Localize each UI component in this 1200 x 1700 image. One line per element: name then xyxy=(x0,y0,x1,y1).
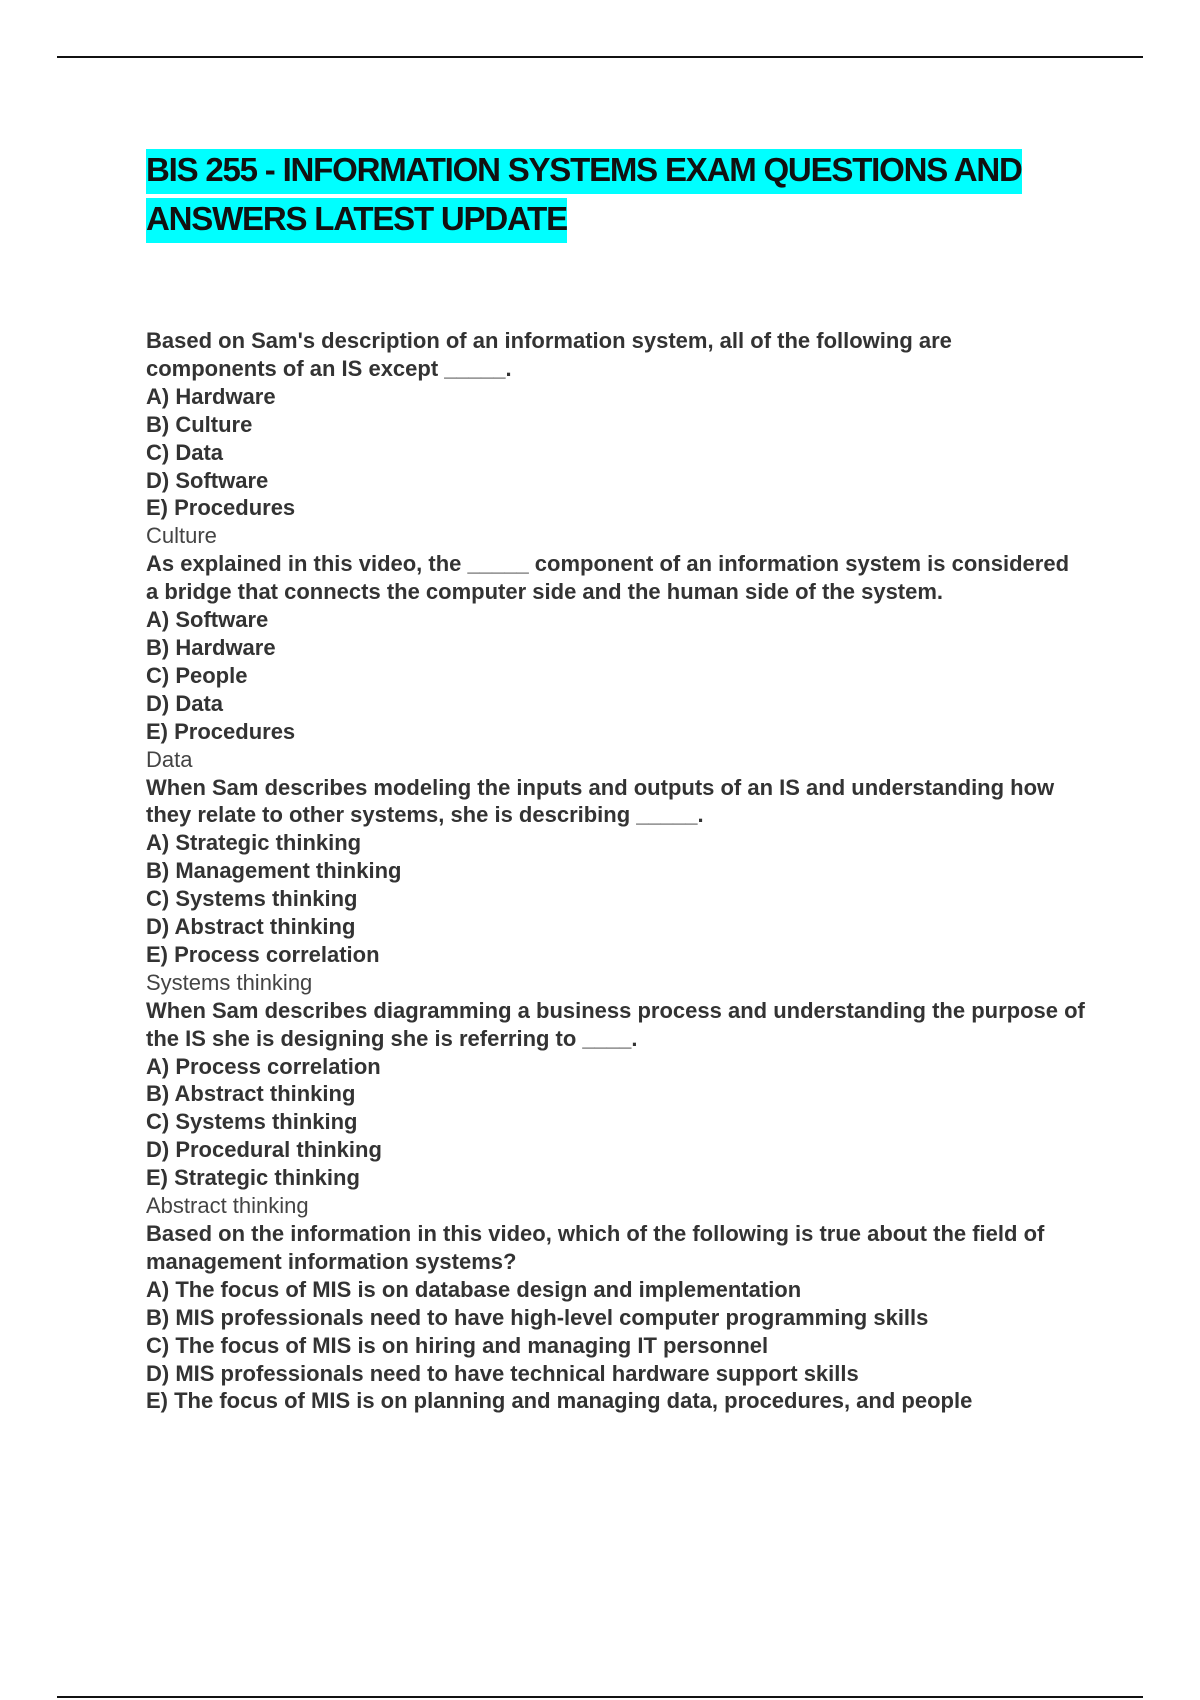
answer-option: B) Management thinking xyxy=(146,858,402,884)
answer-option: B) Culture xyxy=(146,411,253,437)
answer-option: E) Process correlation xyxy=(146,941,380,967)
question-text: As explained in this video, the _____ component of an information system is considered a bridge that connects the computer side and the human side of the system. xyxy=(146,551,1070,605)
answer-option: E) Procedures xyxy=(146,495,296,521)
question-text: Based on the information in this video, which of the following is true about the field of management information systems? xyxy=(146,1221,1045,1274)
answer-option: A) The focus of MIS is on database design and implementation xyxy=(146,1276,802,1302)
answer-option: E) Strategic thinking xyxy=(146,1165,360,1191)
question-text: When Sam describes diagramming a business process and understanding the purpose of the IS she is designing she is referring to ____. xyxy=(146,997,1085,1051)
answer-option: E) The focus of MIS is on planning and managing data, procedures, and people xyxy=(146,1388,973,1414)
answer-option: D) MIS professionals need to have technical hardware support skills xyxy=(146,1360,859,1386)
answer-option: A) Strategic thinking xyxy=(146,830,362,856)
answer-option: B) MIS professionals need to have high-level computer programming skills xyxy=(146,1304,929,1330)
question-list xyxy=(146,327,1086,1415)
correct-answer: Culture xyxy=(146,523,217,549)
correct-answer: Abstract thinking xyxy=(146,1193,309,1219)
answer-option: A) Software xyxy=(146,607,269,633)
answer-option: D) Data xyxy=(146,690,224,716)
question-block xyxy=(146,774,1086,997)
answer-option: D) Abstract thinking xyxy=(146,914,356,940)
answer-option: A) Process correlation xyxy=(146,1053,381,1079)
answer-option: C) Data xyxy=(146,439,224,465)
answer-option: D) Procedural thinking xyxy=(146,1137,382,1163)
answer-option: D) Software xyxy=(146,467,269,493)
question-text: Based on Sam's description of an information system, all of the following are components of an IS except _____. xyxy=(146,328,952,381)
question-block xyxy=(146,327,1086,550)
document-title xyxy=(146,145,1066,243)
answer-option: C) People xyxy=(146,662,248,688)
question-block xyxy=(146,1220,1086,1415)
correct-answer: Data xyxy=(146,746,193,772)
answer-option: B) Hardware xyxy=(146,634,276,660)
top-rule xyxy=(57,56,1143,58)
question-block xyxy=(146,997,1086,1220)
answer-option: A) Hardware xyxy=(146,383,276,409)
title-highlight: BIS 255 - INFORMATION SYSTEMS EXAM QUESTIONS AND ANSWERS LATEST UPDATE xyxy=(146,149,1022,243)
bottom-rule xyxy=(57,1696,1143,1698)
correct-answer: Systems thinking xyxy=(146,969,313,995)
answer-option: C) Systems thinking xyxy=(146,1109,358,1135)
answer-option: C) The focus of MIS is on hiring and managing IT personnel xyxy=(146,1332,769,1358)
answer-option: E) Procedures xyxy=(146,718,296,744)
answer-option: C) Systems thinking xyxy=(146,886,358,912)
question-block xyxy=(146,550,1086,773)
question-text: When Sam describes modeling the inputs and outputs of an IS and understanding how they relate to other systems, she is describing _____. xyxy=(146,774,1055,828)
answer-option: B) Abstract thinking xyxy=(146,1081,356,1107)
